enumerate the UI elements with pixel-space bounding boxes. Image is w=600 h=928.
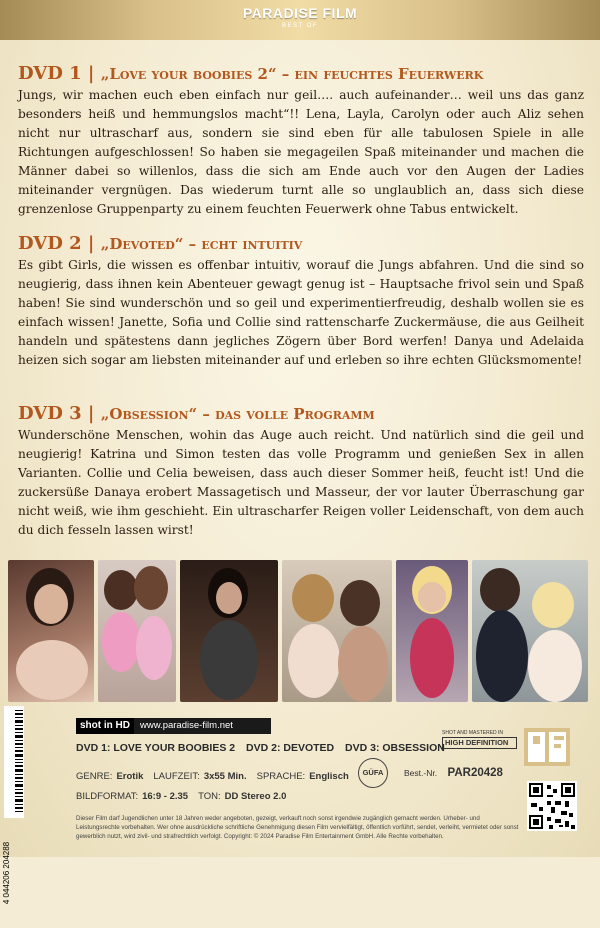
section-text: Es gibt Girls, die wissen es offenbar intuitiv, worauf die Jungs abfahren. Und die sind so neugierig, dass ihnen kein Abenteuer gewagt genug ist – Hauptsache frivol sein und Spaß haben! Sie sind wunderschön und so geil und experimentierfreudig, deshalb wollen sie es einfach wissen! Janette, Sofia und Collie sind rattenscharfe Zuckermäuse, die aus Geilheit handeln und spätestens dann jegliches Zögern über Bord werfen! Danya und Adelaida heizen sich sogar am liebsten miteinander auf und erleben so ihre echten Glücksmomente! bbox=[18, 258, 584, 367]
section-text: Wunderschöne Menschen, wohin das Auge auch reicht. Und natürlich sind die geil und neugierig! Katrina und Simon testen das volle Programm und genießen Sex in allen Varianten. Collie und Celia beweisen, dass auch dieser Sommer heiß, feucht ist! Und die zuckersüße Danaya erobert Massagetisch und Masseur, der vor lauter Überraschung gar nicht weiß, wie ihm geschieht. Ein ultrascharfer Reigen voller Leidenschaft, von dem auch du dich fesseln lassen wirst! bbox=[18, 428, 584, 537]
section-text: Jungs, wir machen euch eben einfach nur geil…. auch aufeinander… weil uns das ganz besonders heiß und hemmungslos macht“!! Lena, Layla, Carolyn oder auch Aliz sehen nicht nur ultrascharf aus, sondern sie sind eben für alle tabulosen Spiele in alle Richtungen aufgeschlossen! So haben sie megageilen Spaß miteinander und machen die Männer dabei so willenlos, dass die sich am Ende auch vor den Augen der Ladies miteinander vergnügen. Das wiederum turnt alle so unglaublich an, dass sich diese grenzenlose Gruppenparty zu einem feuchten Feuerwerk ohne Tabus entwickelt. bbox=[18, 88, 584, 216]
photo-1 bbox=[8, 560, 94, 702]
dvd-list-item: DVD 1: LOVE YOUR BOOBIES 2 bbox=[76, 742, 236, 754]
dvd-number: DVD 1 | bbox=[18, 63, 101, 84]
dvd-number: DVD 3 | bbox=[18, 403, 101, 424]
language-label: SPRACHE: bbox=[256, 771, 306, 782]
dvd-title: „Devoted“ – echt intuitiv bbox=[100, 235, 303, 253]
photo-2 bbox=[98, 560, 176, 702]
runtime-label: LAUFZEIT: bbox=[153, 771, 200, 782]
website-link[interactable]: www.paradise-film.net bbox=[140, 720, 233, 731]
language-value: Englisch bbox=[309, 771, 349, 782]
dvd-list-item: DVD 3: OBSESSION bbox=[345, 742, 445, 754]
shot-in-hd-label: shot in HD bbox=[76, 718, 134, 734]
photo-3 bbox=[180, 560, 278, 702]
qr-code-icon[interactable] bbox=[527, 781, 577, 831]
photo-strip bbox=[8, 560, 592, 702]
format-value: 16:9 - 2.35 bbox=[142, 791, 189, 802]
brand-subtitle: BEST OF bbox=[281, 23, 319, 29]
section-heading bbox=[18, 63, 584, 84]
section-dvd3 bbox=[18, 403, 584, 540]
footer-panel bbox=[0, 706, 600, 905]
brand-bar bbox=[0, 0, 600, 40]
barcode-number: 4 044206 204288 bbox=[2, 841, 11, 905]
section-heading bbox=[18, 233, 584, 254]
sound-label: TON: bbox=[198, 791, 221, 802]
legal-notice: Dieser Film darf Jugendlichen unter 18 Jahren weder angeboten, gezeigt, verkauft noch sonst irgendwie zugänglich gemacht werden. Urheber- und Leistungsrechte vorbehalten. Wer ohne ausdrückliche schriftliche Genehmigung diesen Film vervielfältigt, öffentlich vorführt, sendet, verleiht, vermietet oder sonst gewerblich nutzt, wird zivil- und strafrechtlich verfolgt. Copyright: © 2024 Paradise Film Entertainment GmbH. Alle Rechte vorbehalten. bbox=[76, 815, 519, 840]
hd-master-line1: SHOT AND MASTERED IN bbox=[442, 730, 504, 736]
brand-name: PARADISE FILM bbox=[242, 5, 358, 21]
format-label: BILDFORMAT: bbox=[76, 791, 139, 802]
sound-value: DD Stereo 2.0 bbox=[224, 791, 287, 802]
runtime-value: 3x55 Min. bbox=[203, 771, 247, 782]
genre-value: Erotik bbox=[116, 771, 144, 782]
hd-master-badge bbox=[442, 730, 517, 750]
dvd-title: „Obsession“ – das volle Programm bbox=[100, 405, 375, 423]
genre-label: GENRE: bbox=[76, 771, 113, 782]
photo-4 bbox=[282, 560, 392, 702]
section-dvd1 bbox=[18, 63, 584, 219]
photo-5 bbox=[396, 560, 468, 702]
dvd-list bbox=[76, 742, 453, 754]
dvd-title: „Love your boobies 2“ – ein feuchtes Feuerwerk bbox=[100, 65, 484, 83]
dvd-number: DVD 2 | bbox=[18, 233, 101, 254]
gufa-logo: GÜFA bbox=[358, 758, 388, 788]
section-heading bbox=[18, 403, 584, 424]
barcode bbox=[4, 706, 24, 818]
paradise-film-logo-icon bbox=[524, 728, 570, 766]
dvd-list-item: DVD 2: DEVOTED bbox=[246, 742, 335, 754]
hd-master-line2: HIGH DEFINITION bbox=[442, 737, 517, 749]
order-number-label: Best.-Nr. bbox=[404, 768, 438, 778]
shot-in-hd-badge bbox=[76, 718, 271, 734]
section-dvd2 bbox=[18, 233, 584, 370]
order-number-value: PAR20428 bbox=[447, 767, 503, 779]
order-number bbox=[404, 763, 503, 781]
tech-info bbox=[76, 767, 406, 807]
photo-6 bbox=[472, 560, 588, 702]
